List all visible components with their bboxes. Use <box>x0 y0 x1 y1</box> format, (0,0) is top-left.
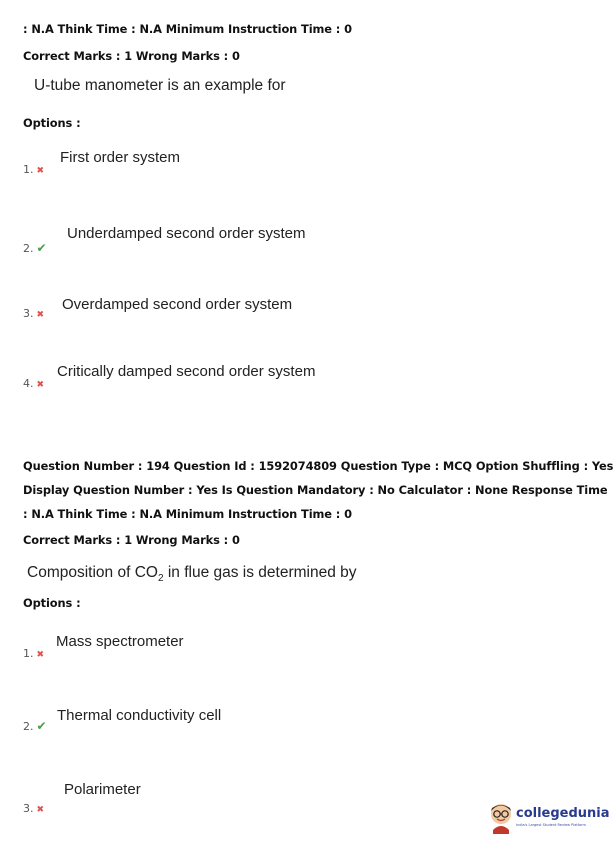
q2-meta-line-1: Question Number : 194 Question Id : 1592074809 Question Type : MCQ Option Shuffling : Yes <box>23 459 613 473</box>
q2-meta-line-3: : N.A Think Time : N.A Minimum Instruction Time : 0 <box>23 507 352 521</box>
logo-wordmark: collegedunia <box>516 806 610 821</box>
collegedunia-logo <box>488 800 610 834</box>
q1-marks: Correct Marks : 1 Wrong Marks : 0 <box>23 49 240 63</box>
q2-option-2-text: Thermal conductivity cell <box>57 707 222 724</box>
wrong-icon: ✖ <box>36 805 45 815</box>
q1-option-2-text: Underdamped second order system <box>67 225 306 242</box>
q1-option-2-number: 2. ✔ <box>23 241 47 255</box>
q1-options-label: Options : <box>23 116 81 130</box>
q2-marks: Correct Marks : 1 Wrong Marks : 0 <box>23 533 240 547</box>
wrong-icon: ✖ <box>36 380 45 390</box>
q2-option-3-number: 3. ✖ <box>23 802 45 815</box>
q1-option-3-text: Overdamped second order system <box>62 296 293 313</box>
correct-check-icon: ✔ <box>36 719 47 733</box>
q2-option-1-text: Mass spectrometer <box>56 633 184 650</box>
logo-tagline: India's Largest Student Review Platform <box>516 823 586 827</box>
wrong-icon: ✖ <box>36 166 45 176</box>
q1-meta-line: : N.A Think Time : N.A Minimum Instruction Time : 0 <box>23 22 352 36</box>
q2-meta-line-2: Display Question Number : Yes Is Question Mandatory : No Calculator : None Response Time <box>23 483 608 497</box>
q1-option-4-number: 4. ✖ <box>23 377 45 390</box>
correct-check-icon: ✔ <box>36 241 47 255</box>
q1-option-1-text: First order system <box>60 149 181 166</box>
q1-option-1-number: 1. ✖ <box>23 163 45 176</box>
wrong-icon: ✖ <box>36 650 45 660</box>
q2-question-text: Composition of $CO_2$ in flue gas is determined by <box>27 564 357 585</box>
q1-question-text: U-tube manometer is an example for <box>34 77 286 94</box>
q2-option-2-number: 2. ✔ <box>23 719 47 733</box>
q2-option-1-number: 1. ✖ <box>23 647 45 660</box>
q1-option-4-text: Critically damped second order system <box>57 363 316 380</box>
q2-options-label: Options : <box>23 596 81 610</box>
wrong-icon: ✖ <box>36 310 45 320</box>
q2-option-3-text: Polarimeter <box>64 781 141 798</box>
q1-option-3-number: 3. ✖ <box>23 307 45 320</box>
student-mascot-icon <box>488 800 514 834</box>
